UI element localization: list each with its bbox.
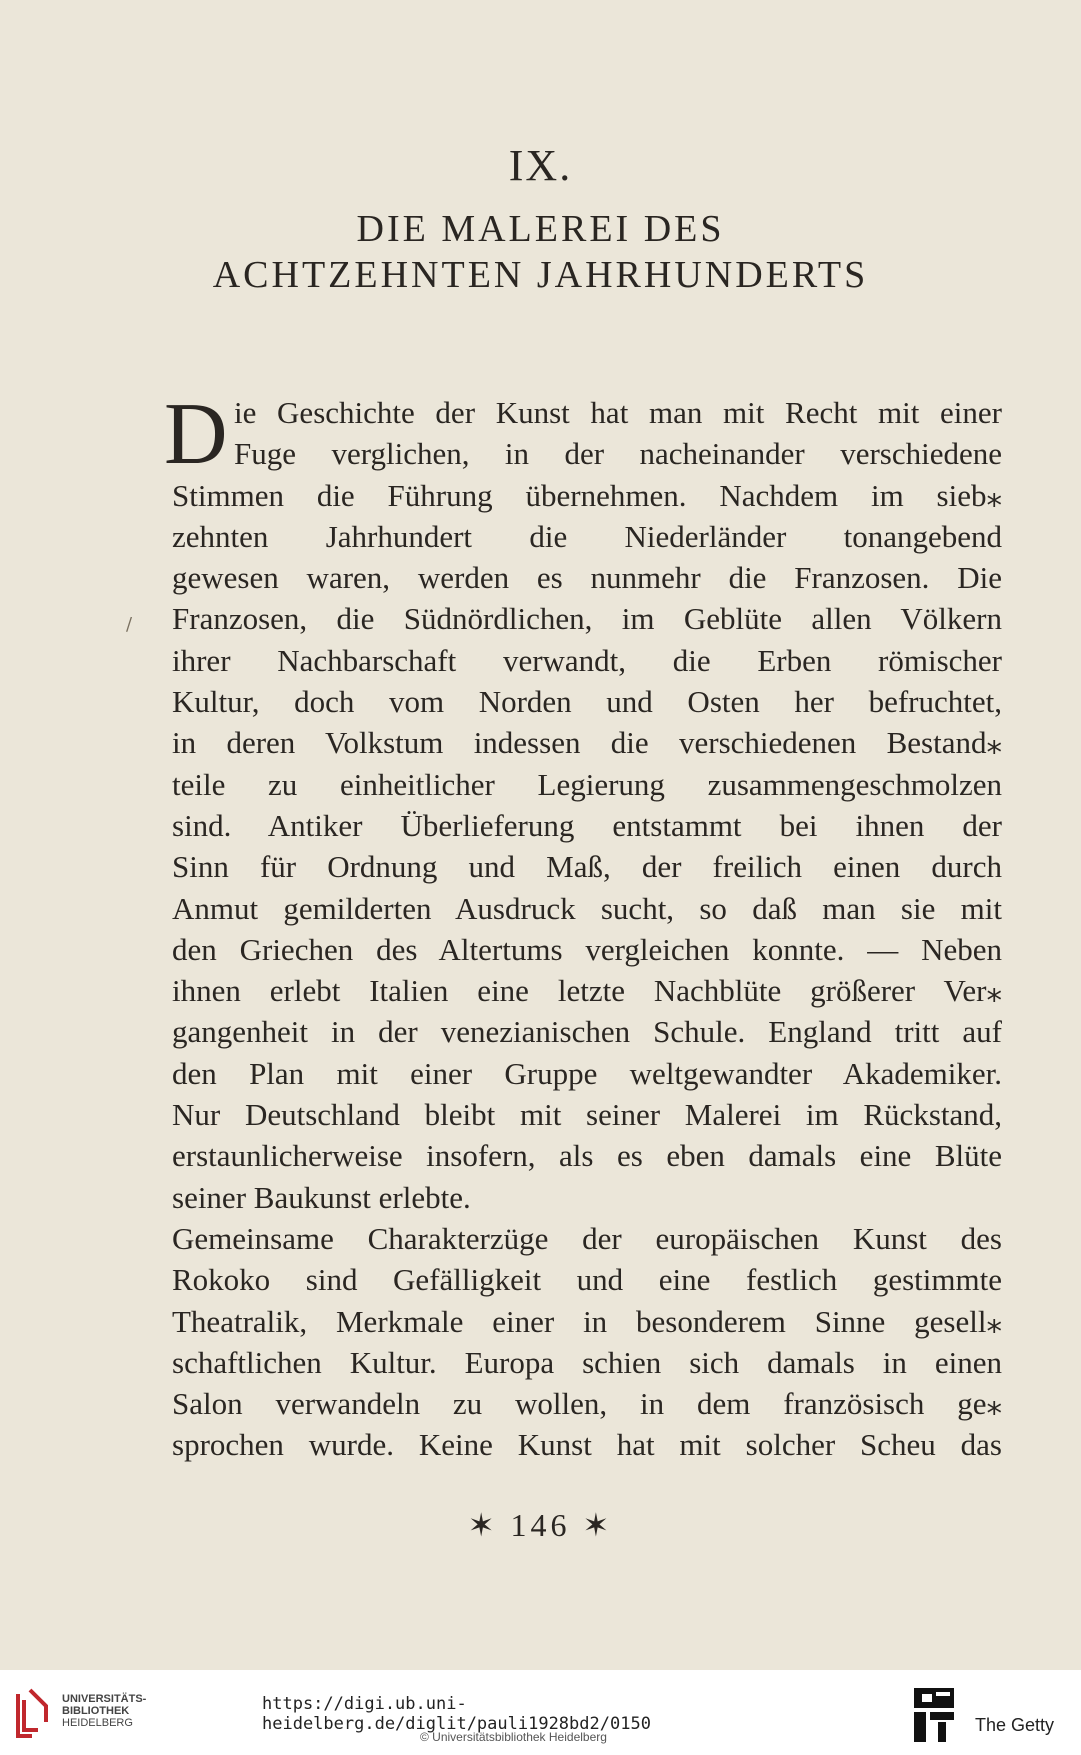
text-line: sprochen wurde. Keine Kunst hat mit solcher Scheu das (172, 1427, 1002, 1463)
getty-logo-icon (912, 1686, 956, 1746)
copyright-notice: © Universitätsbibliothek Heidelberg (420, 1730, 607, 1744)
text-line: erstaunlicherweise insofern, als es eben damals eine Blüte (172, 1138, 1002, 1174)
text-line: ihnen erlebt Italien eine letzte Nachblüte größerer Ver⁎ (172, 973, 1002, 1009)
text-line: gewesen waren, werden es nunmehr die Franzosen. Die (172, 560, 1002, 596)
drop-cap: D (164, 386, 228, 483)
text-line: Salon verwandeln zu wollen, in dem französisch ge⁎ (172, 1386, 1002, 1422)
text-line: in deren Volkstum indessen die verschiedenen Bestand⁎ (172, 725, 1002, 761)
text-line: Anmut gemilderten Ausdruck sucht, so daß man sie mit (172, 890, 1002, 926)
getty-label: The Getty (975, 1715, 1055, 1735)
chapter-title-line-2: ACHTZEHNTEN JAHRHUNDERTS (212, 254, 869, 296)
library-name-line-3: HEIDELBERG (62, 1717, 133, 1729)
body-text (172, 392, 1002, 1466)
text-line: schaftlichen Kultur. Europa schien sich damals in einen (172, 1344, 1002, 1380)
text-line: Rokoko sind Gefälligkeit und eine festlich gestimmte (172, 1262, 1002, 1298)
text-line: Sinn für Ordnung und Maß, der freilich einen durch (172, 849, 1002, 885)
chapter-title-line-1: DIE MALEREI DES (356, 208, 725, 250)
ub-logo-icon (12, 1686, 52, 1742)
text-line: den Griechen des Altertums vergleichen konnte. — Neben (172, 931, 1002, 967)
text-line: seiner Baukunst erlebte. (172, 1179, 471, 1215)
text-line: sind. Antiker Überlieferung entstammt bei ihnen der (172, 807, 1002, 843)
text-line: ie Geschichte der Kunst hat man mit Recht mit einer (234, 395, 1002, 430)
text-line: den Plan mit einer Gruppe weltgewandter Akademiker. (172, 1055, 1002, 1091)
text-line: gangenheit in der venezianischen Schule. England tritt auf (172, 1014, 1002, 1050)
text-line: zehnten Jahrhundert die Niederländer tonangebend (172, 518, 1002, 554)
source-url-link[interactable]: https://digi.ub.uni-heidelberg.de/diglit/pauli1928bd2/0150 (262, 1694, 651, 1734)
margin-mark: / (126, 614, 133, 635)
chapter-number: IX. (508, 141, 573, 190)
text-line: Theatralik, Merkmale einer in besonderem Sinne gesell⁎ (172, 1303, 1002, 1339)
text-line: ihrer Nachbarschaft verwandt, die Erben römischer (172, 642, 1002, 678)
text-line: Kultur, doch vom Norden und Osten her befruchtet, (172, 684, 1002, 720)
library-name-line-2: BIBLIOTHEK (62, 1705, 130, 1717)
page-number: ✶ 146 ✶ (467, 1507, 614, 1543)
text-line: Stimmen die Führung übernehmen. Nachdem im sieb⁎ (172, 477, 1002, 513)
text-line: Fuge verglichen, in der nacheinander verschiedene (234, 436, 1002, 472)
library-name (62, 1693, 146, 1729)
text-line: Franzosen, die Südnördlichen, im Geblüte allen Völkern (172, 601, 1002, 637)
library-name-line-1: UNIVERSITÄTS- (62, 1693, 147, 1705)
text-line: Gemeinsame Charakterzüge der europäischen Kunst des (172, 1220, 1002, 1256)
text-line: teile zu einheitlicher Legierung zusammengeschmolzen (172, 766, 1002, 802)
text-line: Nur Deutschland bleibt mit seiner Malerei im Rückstand, (172, 1097, 1002, 1133)
